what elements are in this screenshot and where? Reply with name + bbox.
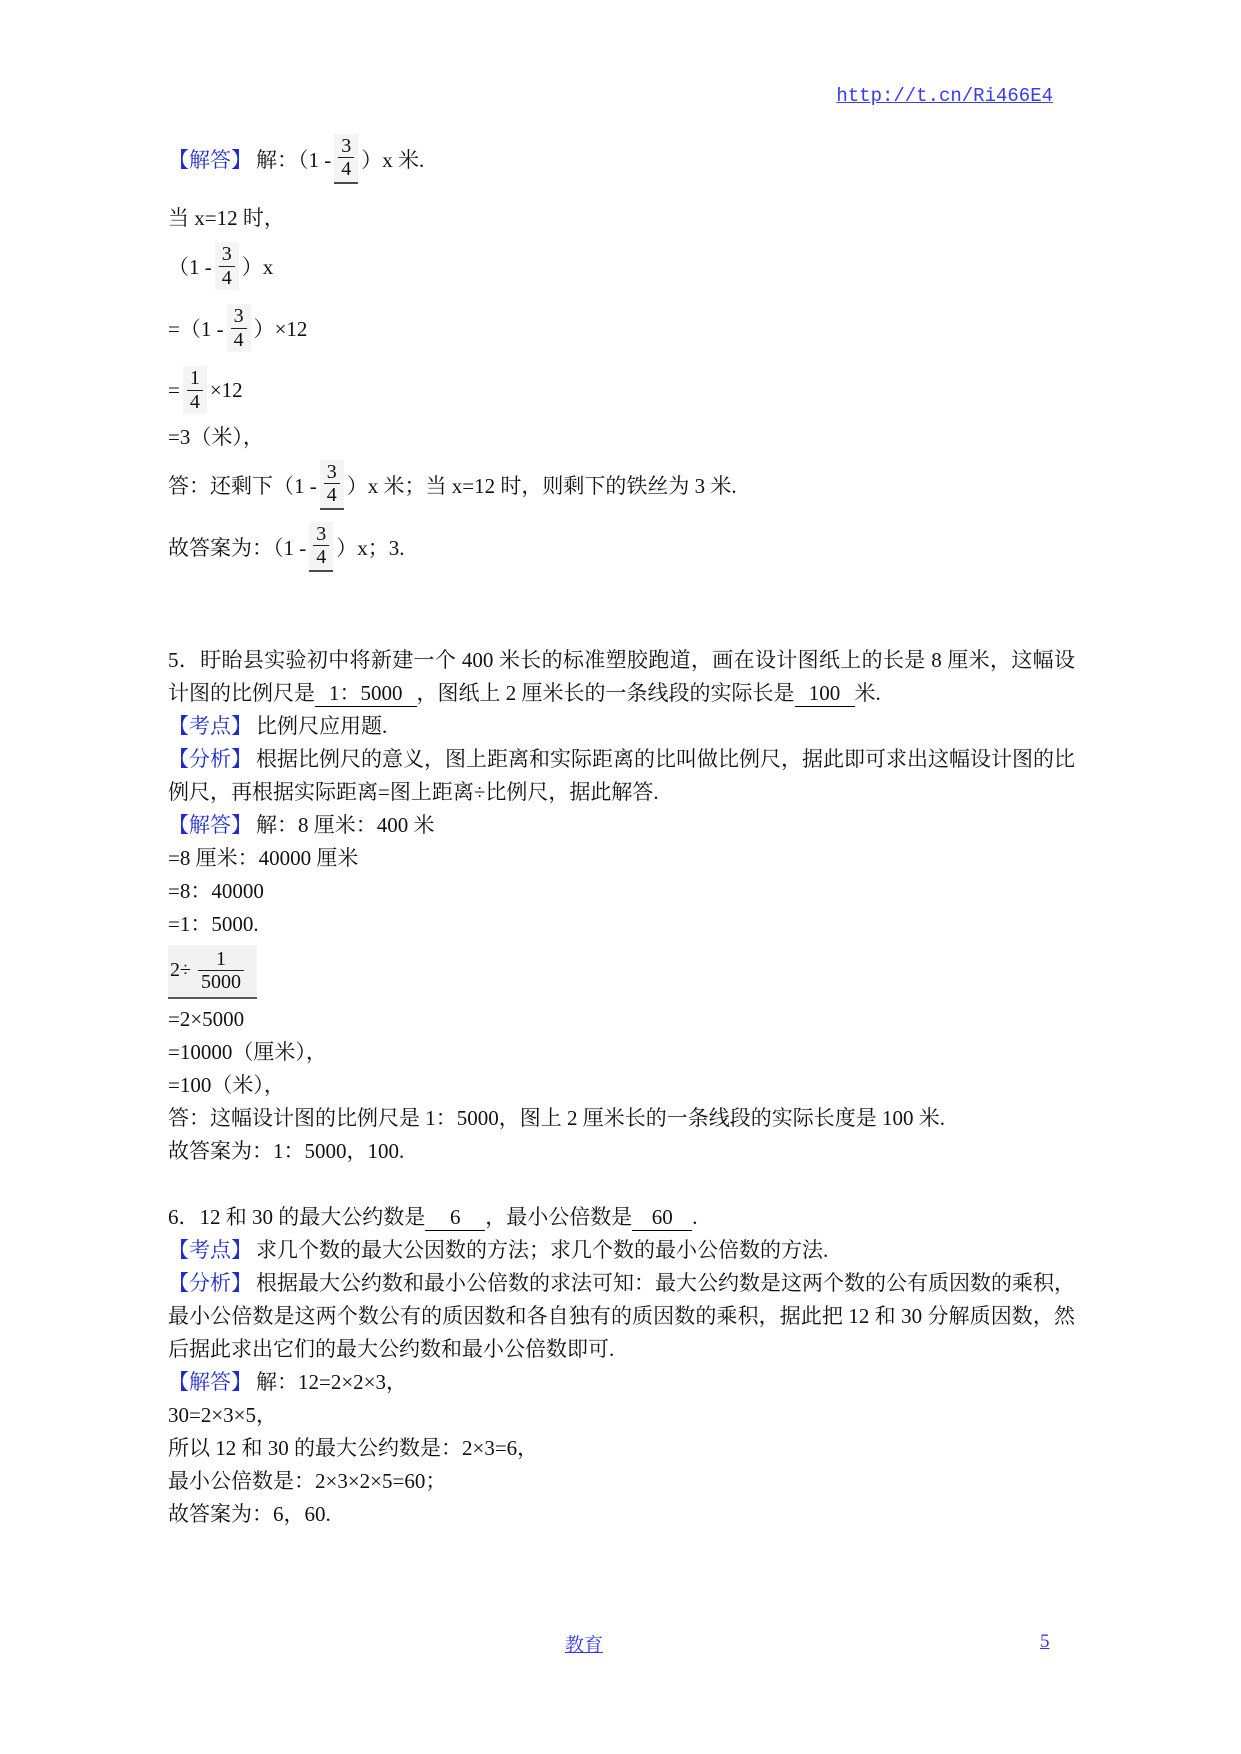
answer-blank: 6 <box>425 1204 485 1231</box>
fraction-numerator: 3 <box>233 305 244 328</box>
page-header <box>836 82 1053 107</box>
solution-line: 30=2×3×5， <box>168 1403 278 1427</box>
problem-5-question <box>168 644 1075 710</box>
answer-blank: 60 <box>632 1204 692 1231</box>
solution-line: =2×5000 <box>168 1007 245 1031</box>
solution-line <box>168 128 1075 190</box>
solution-line: =8 厘米：40000 厘米 <box>168 846 359 870</box>
fraction-three-quarters <box>227 304 251 352</box>
answer-marker: 【解答】 <box>168 1370 252 1394</box>
solution-line: =100（米）， <box>168 1073 285 1097</box>
solution-text: ）x 米；当 x=12 时，则剩下的铁丝为 3 米. <box>346 474 737 498</box>
concept-text: 比例尺应用题. <box>256 714 388 738</box>
fraction-denominator: 4 <box>187 390 203 413</box>
solution-text: 答：还剩下（1 - <box>168 474 317 498</box>
fraction-one-5000th <box>194 947 248 995</box>
fraction-denominator: 4 <box>338 157 354 180</box>
solution-text: ）x 米. <box>361 148 425 172</box>
solution-answer-line: 答：这幅设计图的比例尺是 1：5000，图上 2 厘米长的一条线段的实际长度是 100 米. <box>168 1106 945 1130</box>
footer <box>565 1630 603 1657</box>
problem-6-question <box>168 1201 1075 1234</box>
division-expression-line <box>168 941 1075 1003</box>
fraction-denominator: 4 <box>219 266 235 289</box>
question-text: 12 和 30 的最大公约数是 <box>199 1205 426 1229</box>
question-text: 米. <box>854 681 881 705</box>
fraction-one-quarter <box>183 366 207 414</box>
solution-text: ×12 <box>209 377 243 402</box>
concept-line <box>168 1234 1075 1267</box>
question-text: ，图纸上 2 厘米长的一条线段的实际长是 <box>416 681 795 705</box>
footer-page-number <box>1040 1628 1050 1653</box>
solution-line <box>168 297 1075 359</box>
problem-number: 6． <box>168 1205 200 1229</box>
question-text: 盱眙县实验初中将新建一个 400 米长的标准塑胶跑道，画在设计图纸上的长是 8 厘米，这幅设计图的比例尺是 <box>168 648 1076 705</box>
solution-line: =8：40000 <box>168 879 264 903</box>
solution-text: 解：12=2×2×3， <box>256 1370 408 1394</box>
fraction-three-quarters <box>334 134 358 185</box>
solution-line: =3（米）， <box>168 425 264 449</box>
division-lead: 2÷ <box>170 959 191 981</box>
fraction-three-quarters <box>215 242 239 290</box>
solution-text: 解：（1 - <box>256 148 332 172</box>
solution-final-answer-line: 故答案为：1：5000，100. <box>168 1139 405 1163</box>
fraction-denominator: 4 <box>231 328 247 351</box>
fraction-numerator: 1 <box>215 947 226 970</box>
question-text: ，最小公倍数是 <box>485 1205 633 1229</box>
analysis-marker: 【分析】 <box>168 1271 252 1295</box>
fraction-numerator: 3 <box>326 460 337 483</box>
fraction-numerator: 3 <box>221 243 232 266</box>
analysis-text: 根据最大公约数和最小公倍数的求法可知：最大公约数是这两个数的公有质因数的乘积，最小公倍数是这两个数公有的质因数和各自独有的质因数的乘积，据此把 12 和 30 分解质因数，然后据此求出它们的最大公约数和最小公倍数即可. <box>168 1271 1075 1361</box>
solution-text: = <box>168 377 180 402</box>
footer-edu-link[interactable]: 教育 <box>565 1635 604 1656</box>
solution-line: =1：5000. <box>168 912 259 936</box>
concept-marker: 【考点】 <box>168 714 252 738</box>
solution-final-answer-line: 故答案为：6，60. <box>168 1502 331 1526</box>
solution-text: ）x <box>241 255 274 279</box>
solution-line <box>168 235 1075 297</box>
analysis-paragraph <box>168 1267 1075 1366</box>
document-content <box>168 128 1075 1531</box>
answer-marker: 【解答】 <box>168 148 252 172</box>
division-expression <box>168 945 257 1000</box>
solution-line: =10000（厘米）， <box>168 1040 327 1064</box>
header-url-link[interactable]: http://t.cn/Ri466E4 <box>836 85 1053 107</box>
fraction-denominator: 4 <box>313 545 329 568</box>
solution-text: 故答案为：（1 - <box>168 536 307 560</box>
question-text: . <box>692 1205 698 1229</box>
concept-line <box>168 710 1075 743</box>
fraction-numerator: 3 <box>316 522 327 545</box>
solution-line: 所以 12 和 30 的最大公约数是：2×3=6， <box>168 1436 539 1460</box>
solution-text: ）x；3. <box>336 536 405 560</box>
fraction-denominator: 5000 <box>198 970 244 993</box>
answer-blank: 1：5000 <box>315 680 417 707</box>
solution-line <box>168 1366 1075 1399</box>
solution-text: 解：8 厘米：400 米 <box>256 813 435 837</box>
fraction-numerator: 3 <box>341 134 352 157</box>
problem-number: 5． <box>168 648 201 672</box>
solution-line: 当 x=12 时， <box>168 206 285 230</box>
solution-text: =（1 - <box>168 317 224 341</box>
solution-line <box>168 359 1075 421</box>
fraction-numerator: 1 <box>189 367 200 390</box>
solution-answer-line <box>168 454 1075 516</box>
solution-line: 最小公倍数是：2×3×2×5=60； <box>168 1469 447 1493</box>
solution-line <box>168 809 1075 842</box>
fraction-three-quarters <box>320 460 344 511</box>
concept-text: 求几个数的最大公因数的方法；求几个数的最小公倍数的方法. <box>256 1238 829 1262</box>
analysis-text: 根据比例尺的意义，图上距离和实际距离的比叫做比例尺，据此即可求出这幅设计图的比例尺，再根据实际距离=图上距离÷比例尺，据此解答. <box>168 747 1075 804</box>
analysis-paragraph <box>168 743 1075 809</box>
fraction-three-quarters <box>309 522 333 573</box>
answer-marker: 【解答】 <box>168 813 252 837</box>
solution-final-answer-line <box>168 516 1075 578</box>
solution-text: ）×12 <box>253 317 308 341</box>
page-number-link[interactable]: 5 <box>1040 1631 1050 1652</box>
concept-marker: 【考点】 <box>168 1238 252 1262</box>
fraction-denominator: 4 <box>324 483 340 506</box>
solution-text: （1 - <box>168 255 212 279</box>
analysis-marker: 【分析】 <box>168 747 252 771</box>
answer-blank: 100 <box>795 680 855 707</box>
